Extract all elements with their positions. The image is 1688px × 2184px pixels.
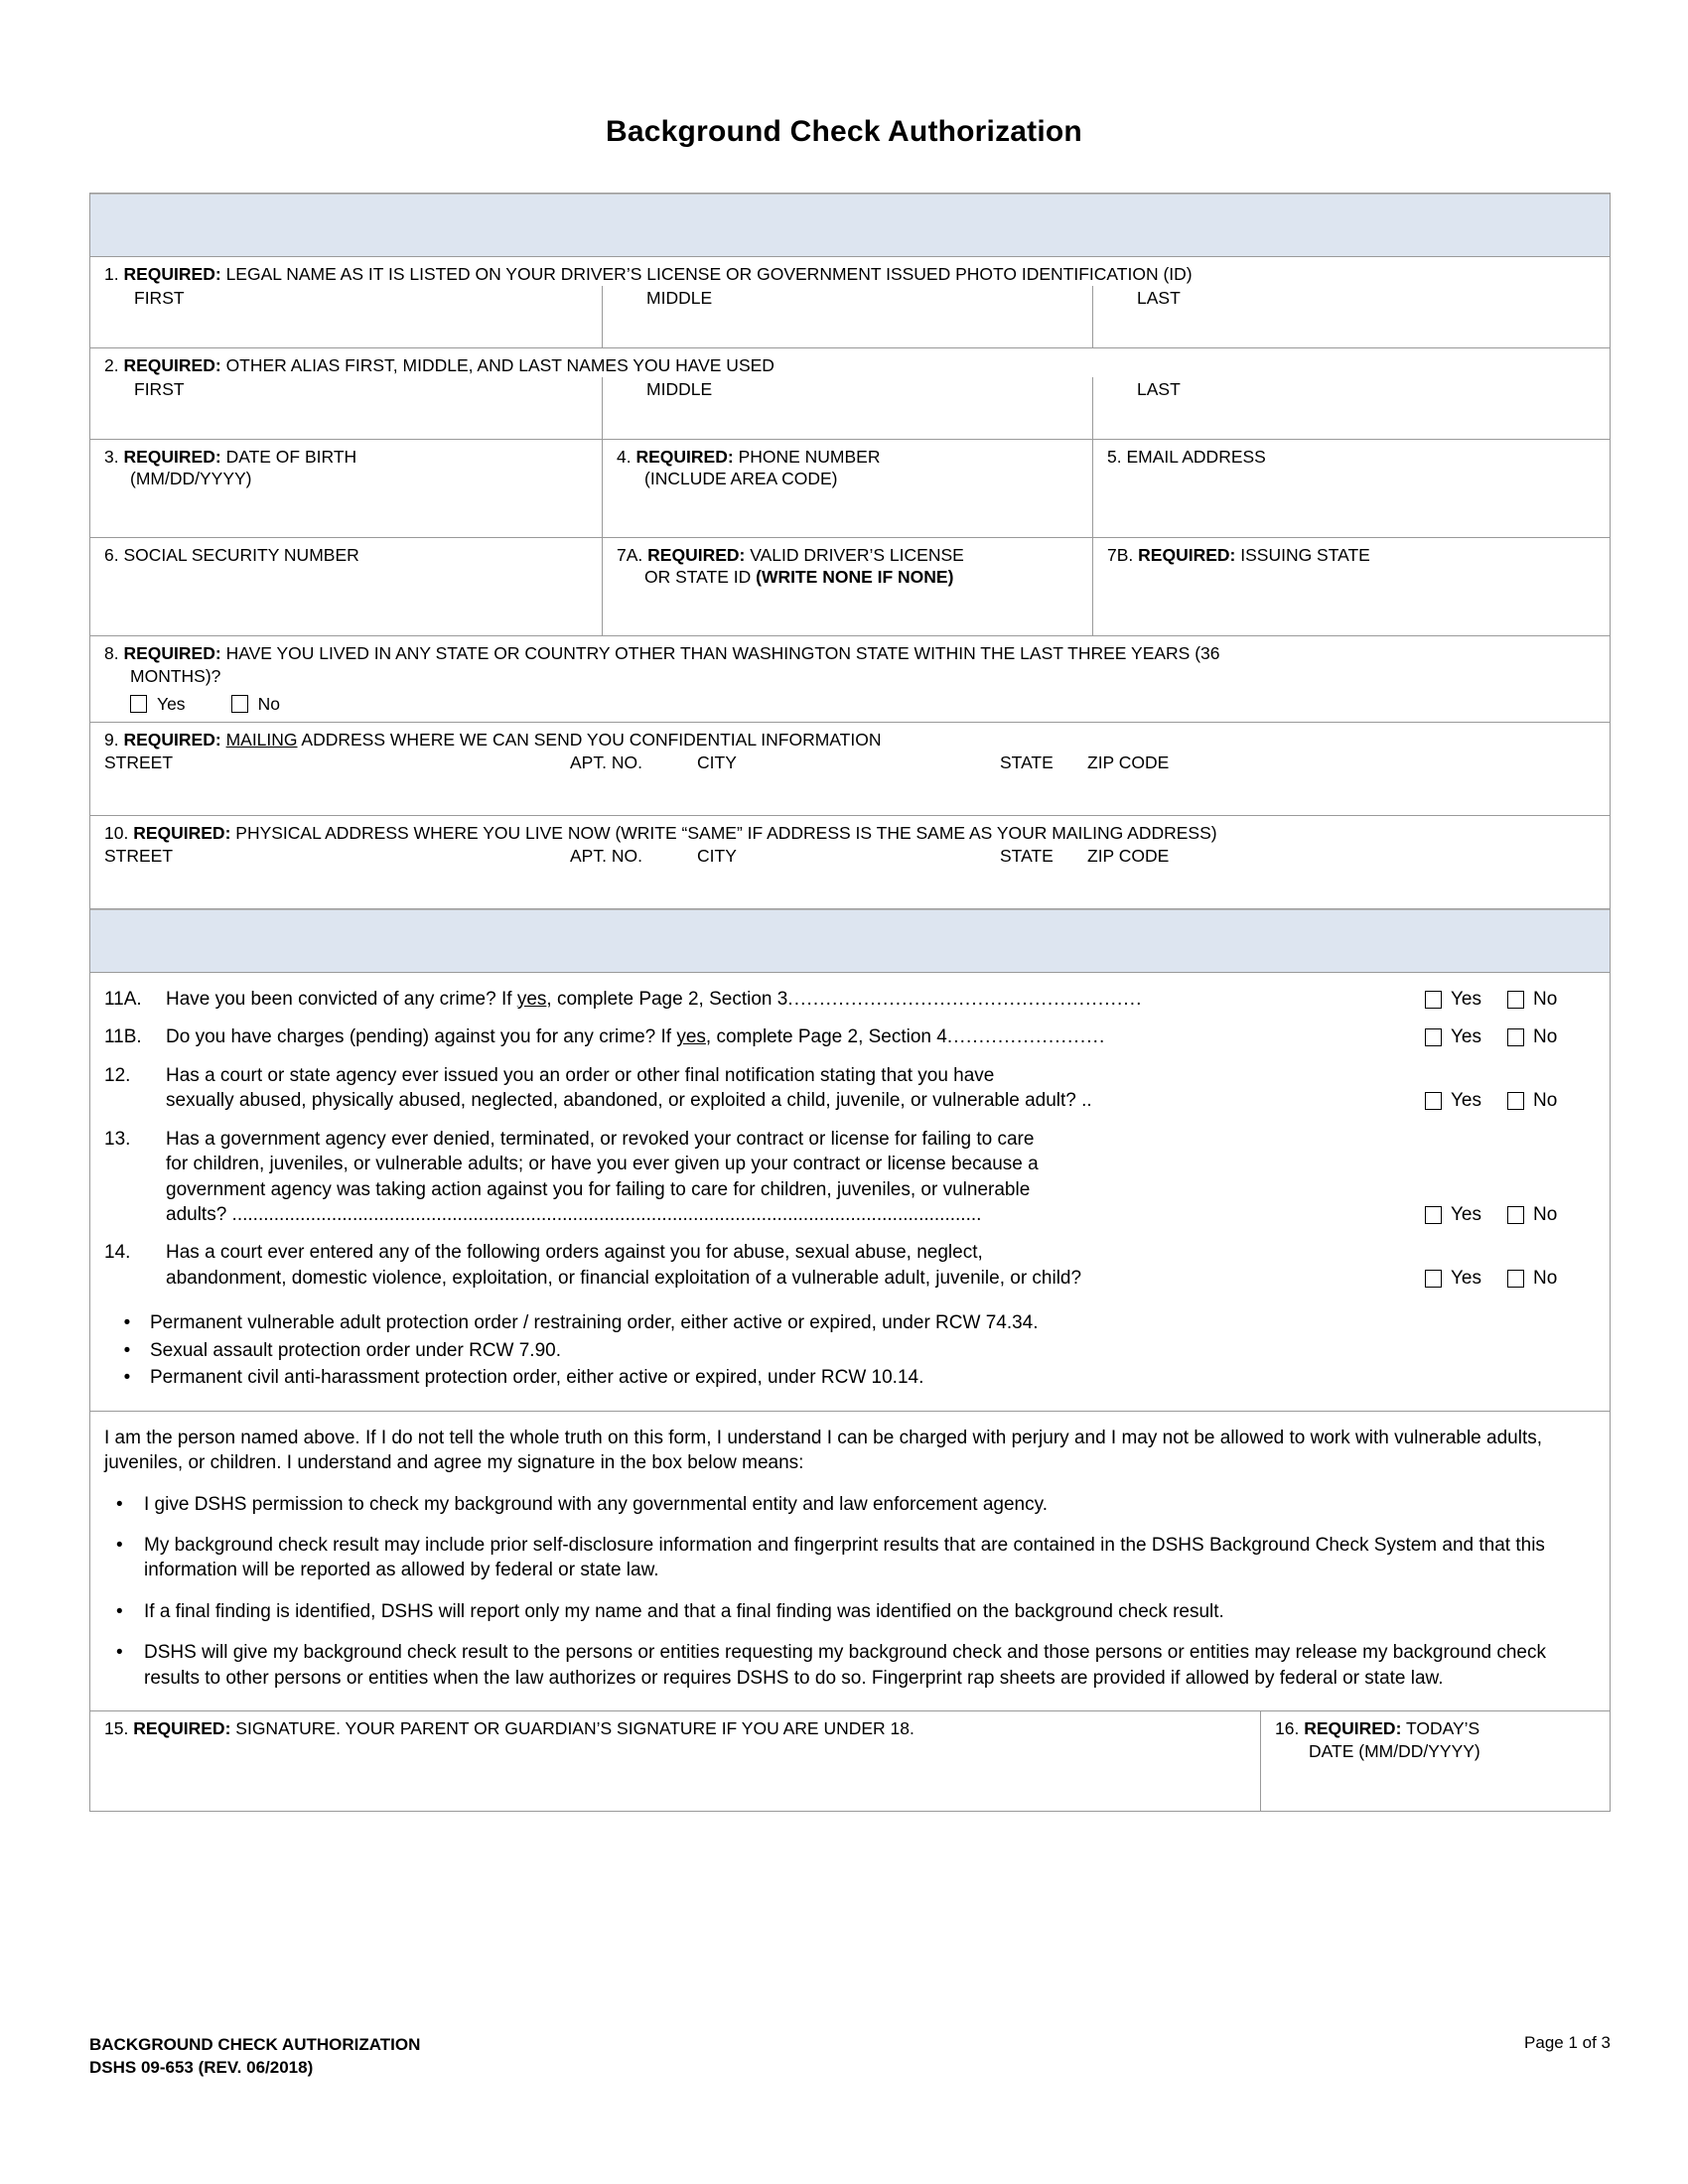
question-14-bullet-1: Permanent vulnerable adult protection order / restraining order, either active or expired, under RCW 74.34. <box>150 1312 1039 1334</box>
field-8-required-tag: REQUIRED: <box>123 642 221 663</box>
question-11a-no-checkbox[interactable] <box>1507 991 1524 1009</box>
attestation-block <box>90 1412 1610 1712</box>
field-2-last-label: LAST <box>1137 378 1181 399</box>
field-9-city-label: CITY <box>697 751 737 772</box>
field-8-question-line1: HAVE YOU LIVED IN ANY STATE OR COUNTRY OTHER THAN WASHINGTON STATE WITHIN THE LAST THREE YEARS (36 <box>225 642 1220 663</box>
section-2-header-band <box>90 909 1610 973</box>
list-item <box>104 1365 1600 1390</box>
question-12-yes-label: Yes <box>1451 1090 1481 1112</box>
field-3-required-tag: REQUIRED: <box>123 446 221 467</box>
question-11b-text <box>166 1024 1425 1049</box>
field-16-required-tag: REQUIRED: <box>1304 1718 1402 1739</box>
field-10-title-line <box>104 822 1602 845</box>
field-7a-required-tag: REQUIRED: <box>647 544 746 565</box>
field-8-line-1 <box>104 642 1600 665</box>
question-14-bullet-2: Sexual assault protection order under RCW 7.90. <box>150 1339 561 1361</box>
question-12-number: 12. <box>104 1064 131 1086</box>
footer-form-number: DSHS 09-653 (REV. 06/2018) <box>89 2058 314 2078</box>
field-9-state-label: STATE <box>1000 751 1054 772</box>
field-8-no-label: No <box>257 693 280 714</box>
fields-3-4-5-row <box>90 440 1610 538</box>
question-12-line-2: sexually abused, physically abused, neglected, abandoned, or exploited a child, juvenile, or vulnerable adult? .. <box>166 1090 1092 1112</box>
bullet-icon: • <box>123 1367 131 1389</box>
field-6-number: 6. <box>104 544 119 565</box>
field-15-label: SIGNATURE. YOUR PARENT OR GUARDIAN’S SIGNATURE IF YOU ARE UNDER 18. <box>235 1718 914 1739</box>
fields-6-7a-7b-row <box>90 538 1610 636</box>
field-9-number: 9. <box>104 729 119 750</box>
field-1-title-line <box>90 257 1610 286</box>
field-2-title-line <box>90 348 1610 377</box>
field-9-required-tag: REQUIRED: <box>123 729 221 750</box>
question-11b-yes-checkbox[interactable] <box>1425 1028 1442 1046</box>
field-16-number: 16. <box>1275 1718 1300 1739</box>
question-11a <box>104 987 1600 1012</box>
question-14-yes-checkbox[interactable] <box>1425 1270 1442 1288</box>
question-14-bullet-list <box>104 1310 1600 1390</box>
field-15-number: 15. <box>104 1718 129 1739</box>
list-item <box>104 1640 1568 1691</box>
question-14-no-label: No <box>1533 1267 1558 1289</box>
attestation-bullet-4: DSHS will give my background check result to the persons or entities requesting my background check and those persons or entities may release my background check results to other persons or entities when the law authorizes or requires DSHS to do so. Fingerprint rap sheets are provided if allowed by federal or state law. <box>144 1642 1546 1689</box>
field-8-no-checkbox[interactable] <box>231 695 248 713</box>
bullet-icon: • <box>116 1642 123 1664</box>
field-9-title-rest: ADDRESS WHERE WE CAN SEND YOU CONFIDENTIAL INFORMATION <box>297 729 882 750</box>
disclosure-questions <box>90 973 1610 1412</box>
attestation-paragraph-line-2: be allowed to work with vulnerable adults, juveniles, or children. I understand and agree my signature in the box below means: <box>104 1427 1542 1474</box>
field-15-signature[interactable] <box>90 1711 1260 1811</box>
field-2-middle-label: MIDDLE <box>646 378 713 399</box>
field-9-title-line <box>104 729 1602 751</box>
field-9-sublabels <box>104 751 1602 777</box>
bullet-icon: • <box>116 1600 123 1622</box>
field-7a-sublabel <box>617 566 1084 589</box>
question-13-answers <box>1425 1202 1600 1227</box>
question-11a-underlined: yes <box>516 988 547 1010</box>
attestation-bullet-3: If a final finding is identified, DSHS will report only my name and that a final finding was identified on the background check result. <box>144 1600 1224 1622</box>
field-9-street-label: STREET <box>104 751 174 772</box>
field-4-phone-number[interactable] <box>602 440 1092 537</box>
field-8-yes-checkbox[interactable] <box>130 695 147 713</box>
question-11a-text <box>166 987 1425 1012</box>
field-3-sublabel: (MM/DD/YYYY) <box>130 469 252 489</box>
question-11a-yes-label: Yes <box>1451 988 1481 1010</box>
field-10-sublabels <box>104 845 1602 871</box>
question-11b-text-before: Do you have charges (pending) against you for any crime? If <box>166 1026 677 1048</box>
question-13-line-2: for children, juveniles, or vulnerable adults; or have you ever given up your contract or license because a <box>166 1154 1039 1175</box>
field-7a-drivers-license[interactable] <box>602 538 1092 635</box>
question-12 <box>104 1063 1600 1114</box>
field-10-state-label: STATE <box>1000 845 1054 866</box>
field-2-columns <box>90 377 1610 439</box>
question-13-yes-label: Yes <box>1451 1203 1481 1225</box>
field-1-columns <box>90 286 1610 347</box>
question-13 <box>104 1127 1600 1228</box>
question-11b-dots: ......................... <box>946 1026 1106 1048</box>
field-4-number: 4. <box>617 446 632 467</box>
question-11b-no-checkbox[interactable] <box>1507 1028 1524 1046</box>
attestation-paragraph-line-1: I am the person named above. If I do not tell the whole truth on this form, I understand I can be charged with perjury and I may not <box>104 1427 1190 1448</box>
bullet-icon: • <box>116 1535 123 1557</box>
field-4-required-tag: REQUIRED: <box>635 446 734 467</box>
field-8-lived-other-state <box>90 636 1610 723</box>
question-11b-yes-label: Yes <box>1451 1026 1481 1048</box>
question-13-line-1: Has a government agency ever denied, terminated, or revoked your contract or license for failing to care <box>166 1128 1035 1150</box>
footer-form-title: BACKGROUND CHECK AUTHORIZATION <box>89 2035 421 2054</box>
list-item <box>104 1533 1568 1583</box>
field-8-yes-label: Yes <box>157 693 186 714</box>
question-11b <box>104 1024 1600 1049</box>
question-12-no-label: No <box>1533 1090 1558 1112</box>
question-14-no-checkbox[interactable] <box>1507 1270 1524 1288</box>
bullet-icon: • <box>123 1312 131 1334</box>
field-1-last-input[interactable] <box>1092 286 1610 347</box>
field-2-first-label: FIRST <box>134 378 185 399</box>
field-7a-label: VALID DRIVER’S LICENSE <box>750 544 964 565</box>
field-9-title-underlined: MAILING <box>225 729 298 750</box>
field-1-number: 1. <box>104 264 119 284</box>
section-1-header-band <box>90 194 1610 257</box>
list-item <box>104 1310 1600 1335</box>
question-11a-number: 11A. <box>104 988 142 1010</box>
field-1-last-label: LAST <box>1137 287 1181 308</box>
field-2-title: OTHER ALIAS FIRST, MIDDLE, AND LAST NAMES YOU HAVE USED <box>225 354 774 375</box>
question-14-line-1: Has a court ever entered any of the following orders against you for abuse, sexual abuse, neglect, <box>166 1242 983 1264</box>
question-11a-text-after: , complete Page 2, Section 3 <box>546 988 788 1010</box>
question-14 <box>104 1240 1600 1291</box>
footer-form-identity <box>89 2033 420 2080</box>
question-11b-underlined: yes <box>676 1026 706 1048</box>
field-1-title: LEGAL NAME AS IT IS LISTED ON YOUR DRIVER’S LICENSE OR GOVERNMENT ISSUED PHOTO IDENTIFICATION (ID) <box>225 264 1193 284</box>
form-body <box>89 193 1611 1812</box>
question-11a-yes-checkbox[interactable] <box>1425 991 1442 1009</box>
field-16-sublabel: DATE (MM/DD/YYYY) <box>1309 1741 1480 1762</box>
field-8-number: 8. <box>104 642 119 663</box>
field-9-zip-label: ZIP CODE <box>1087 751 1170 772</box>
question-14-text <box>166 1240 1425 1291</box>
field-1-first-label: FIRST <box>134 287 185 308</box>
attestation-bullet-2: My background check result may include prior self-disclosure information and fingerprint results that are contained in the DSHS Background Check System and that this information will be reported as allowed by federal or state law. <box>144 1535 1545 1581</box>
field-7a-sub-bold: (WRITE NONE IF NONE) <box>756 567 954 588</box>
field-16-label: TODAY’S <box>1405 1718 1480 1739</box>
field-10-street-label: STREET <box>104 845 174 866</box>
field-7b-required-tag: REQUIRED: <box>1138 544 1236 565</box>
field-1-middle-label: MIDDLE <box>646 287 713 308</box>
field-5-number: 5. <box>1107 446 1122 467</box>
field-10-zip-label: ZIP CODE <box>1087 845 1170 866</box>
field-4-label: PHONE NUMBER <box>738 446 881 467</box>
question-11a-no-label: No <box>1533 988 1558 1010</box>
field-5-label: EMAIL ADDRESS <box>1126 446 1266 467</box>
field-1-required-tag: REQUIRED: <box>123 264 221 284</box>
field-15-required-tag: REQUIRED: <box>133 1718 231 1739</box>
question-13-number: 13. <box>104 1128 131 1150</box>
page-footer <box>89 2033 1611 2080</box>
question-14-bullet-3: Permanent civil anti-harassment protection order, either active or expired, under RCW 10.14. <box>150 1367 924 1389</box>
field-9-mailing-address[interactable] <box>90 723 1610 816</box>
field-2-middle-input[interactable] <box>602 377 1092 439</box>
bullet-icon: • <box>116 1493 123 1515</box>
list-item <box>104 1492 1568 1517</box>
question-12-yes-checkbox[interactable] <box>1425 1092 1442 1110</box>
question-11a-dots: ........................................................ <box>787 988 1143 1010</box>
field-7b-number: 7B. <box>1107 544 1134 565</box>
question-11a-answers <box>1425 987 1600 1012</box>
question-13-line-4: adults? ............................................................................................................................................... <box>166 1203 982 1225</box>
field-3-number: 3. <box>104 446 119 467</box>
page-title: Background Check Authorization <box>606 115 1082 148</box>
field-2-last-input[interactable] <box>1092 377 1610 439</box>
field-9-apt-label: APT. NO. <box>570 751 642 772</box>
attestation-bullet-1: I give DSHS permission to check my background with any governmental entity and law enforcement agency. <box>144 1493 1048 1515</box>
question-12-no-checkbox[interactable] <box>1507 1092 1524 1110</box>
list-item <box>104 1599 1568 1624</box>
attestation-paragraph <box>104 1426 1568 1476</box>
list-item <box>104 1338 1600 1363</box>
field-7b-issuing-state[interactable] <box>1092 538 1610 635</box>
field-2-first-input[interactable] <box>90 377 602 439</box>
field-10-title: PHYSICAL ADDRESS WHERE YOU LIVE NOW (WRITE “SAME” IF ADDRESS IS THE SAME AS YOUR MAILING ADDRESS) <box>235 822 1217 843</box>
field-10-number: 10. <box>104 822 129 843</box>
field-7a-number: 7A. <box>617 544 643 565</box>
question-13-no-label: No <box>1533 1203 1558 1225</box>
field-4-sublabel: (INCLUDE AREA CODE) <box>644 469 838 489</box>
field-1-first-input[interactable] <box>90 286 602 347</box>
bullet-icon: • <box>123 1339 131 1361</box>
field-8-options <box>104 693 1600 716</box>
field-10-physical-address[interactable] <box>90 816 1610 909</box>
field-2-number: 2. <box>104 354 119 375</box>
question-13-yes-checkbox[interactable] <box>1425 1206 1442 1224</box>
question-11b-text-after: , complete Page 2, Section 4 <box>705 1026 947 1048</box>
field-10-required-tag: REQUIRED: <box>133 822 231 843</box>
question-11b-answers <box>1425 1024 1600 1049</box>
field-6-social-security-number[interactable] <box>90 538 602 635</box>
field-10-city-label: CITY <box>697 845 737 866</box>
question-13-text <box>166 1127 1425 1228</box>
field-6-label: SOCIAL SECURITY NUMBER <box>123 544 359 565</box>
question-12-answers <box>1425 1088 1600 1113</box>
field-2-required-tag: REQUIRED: <box>123 354 221 375</box>
question-14-number: 14. <box>104 1242 131 1264</box>
fields-15-16-row <box>90 1711 1610 1812</box>
field-2-alias-name <box>90 348 1610 440</box>
field-10-apt-label: APT. NO. <box>570 845 642 866</box>
field-7a-sub-plain: OR STATE ID <box>644 567 757 588</box>
field-8-question-line2: MONTHS)? <box>130 665 221 686</box>
question-11b-number: 11B. <box>104 1026 142 1048</box>
field-3-label: DATE OF BIRTH <box>225 446 357 467</box>
question-13-line-3: government agency was taking action against you for failing to care for children, juveniles, or vulnerable <box>166 1178 1031 1200</box>
question-14-answers <box>1425 1266 1600 1291</box>
footer-page-number: Page 1 of 3 <box>1524 2033 1611 2052</box>
question-14-yes-label: Yes <box>1451 1267 1481 1289</box>
question-14-line-2: abandonment, domestic violence, exploitation, or financial exploitation of a vulnerable adult, juvenile, or child? <box>166 1267 1082 1289</box>
field-3-date-of-birth[interactable] <box>90 440 602 537</box>
question-12-text <box>166 1063 1425 1114</box>
field-1-legal-name <box>90 257 1610 348</box>
question-12-line-1: Has a court or state agency ever issued you an order or other final notification stating that you have <box>166 1064 995 1086</box>
question-13-no-checkbox[interactable] <box>1507 1206 1524 1224</box>
field-16-todays-date[interactable] <box>1260 1711 1610 1811</box>
question-11b-no-label: No <box>1533 1026 1558 1048</box>
question-11a-text-before: Have you been convicted of any crime? If <box>166 988 517 1010</box>
field-1-middle-input[interactable] <box>602 286 1092 347</box>
field-5-email-address[interactable] <box>1092 440 1610 537</box>
field-7b-label: ISSUING STATE <box>1240 544 1370 565</box>
